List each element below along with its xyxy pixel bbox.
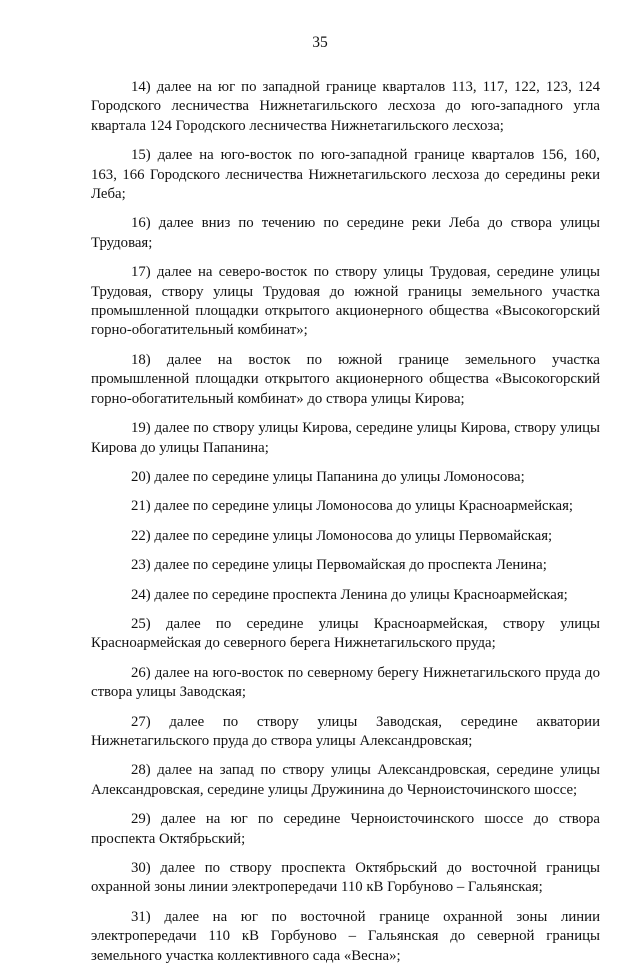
paragraph-item-20: 20) далее по середине улицы Папанина до улицы Ломоносова; [131, 468, 525, 485]
paragraph-item-31: 31) далее на юг по восточной границе охранной зоны линии электропередачи 110 кВ Горбуново – Гальянская до северной границы земельного участка коллективного сада «Весна»; [91, 908, 600, 964]
paragraph-item-16: 16) далее вниз по течению по середине реки Леба до створа улицы Трудовая; [91, 215, 600, 251]
paragraph-item-18: 18) далее на восток по южной границе земельного участка промышленной площадки открытого акционерного общества «Высокогорский горно-обогатительный комбинат» до створа улицы Кирова; [91, 351, 600, 407]
paragraph-item-25: 25) далее по середине улицы Красноармейская, створу улицы Красноармейская до северного берега Нижнетагильского пруда; [91, 615, 600, 652]
document-body [91, 78, 600, 976]
paragraph-item-15: 15) далее на юго-восток по юго-западной границе кварталов 156, 160, 163, 166 Городского лесничества Нижнетагильского лесхоза до середины реки Леба; [91, 147, 600, 203]
paragraph-item-21: 21) далее по середине улицы Ломоносова до улицы Красноармейская; [131, 498, 574, 515]
paragraph-item-19: 19) далее по створу улицы Кирова, середине улицы Кирова, створу улицы Кирова до улицы Папанина; [91, 420, 600, 456]
paragraph-item-30: 30) далее по створу проспекта Октябрьский до восточной границы охранной зоны линии электропередачи 110 кВ Горбуново – Гальянская; [91, 860, 600, 896]
paragraph-item-29: 29) далее на юг по середине Черноисточинского шоссе до створа проспекта Октябрьский; [91, 811, 600, 847]
paragraph-item-26: 26) далее на юго-восток по северному берегу Нижнетагильского пруда до створа улицы Заводская; [91, 664, 600, 701]
paragraph-item-22: 22) далее по середине улицы Ломоносова до улицы Первомайская; [131, 527, 553, 544]
paragraph-item-28: 28) далее на запад по створу улицы Александровская, середине улицы Александровская, середине улицы Дружинина до Черноисточинского шоссе; [91, 762, 600, 798]
paragraph-item-17: 17) далее на северо-восток по створу улицы Трудовая, середине улицы Трудовая, створу улицы Трудовая до южной границы земельного участка промышленной площадки открытого акционерного общества «Высокогорский горно-обогатительный комбинат»; [91, 264, 600, 339]
paragraph-item-14: 14) далее на юг по западной границе кварталов 113, 117, 122, 123, 124 Городского лесничества Нижнетагильского лесхоза до юго-западного угла квартала 124 Городского лесничества Нижнетагильского лесхоза; [91, 79, 600, 134]
page-number: 35 [312, 34, 328, 51]
paragraph-item-27: 27) далее по створу улицы Заводская, середине акватории Нижнетагильского пруда до створа улицы Александровская; [91, 713, 600, 749]
paragraph-item-23: 23) далее по середине улицы Первомайская до проспекта Ленина; [131, 557, 547, 574]
paragraph-item-24: 24) далее по середине проспекта Ленина до улицы Красноармейская; [131, 586, 568, 603]
